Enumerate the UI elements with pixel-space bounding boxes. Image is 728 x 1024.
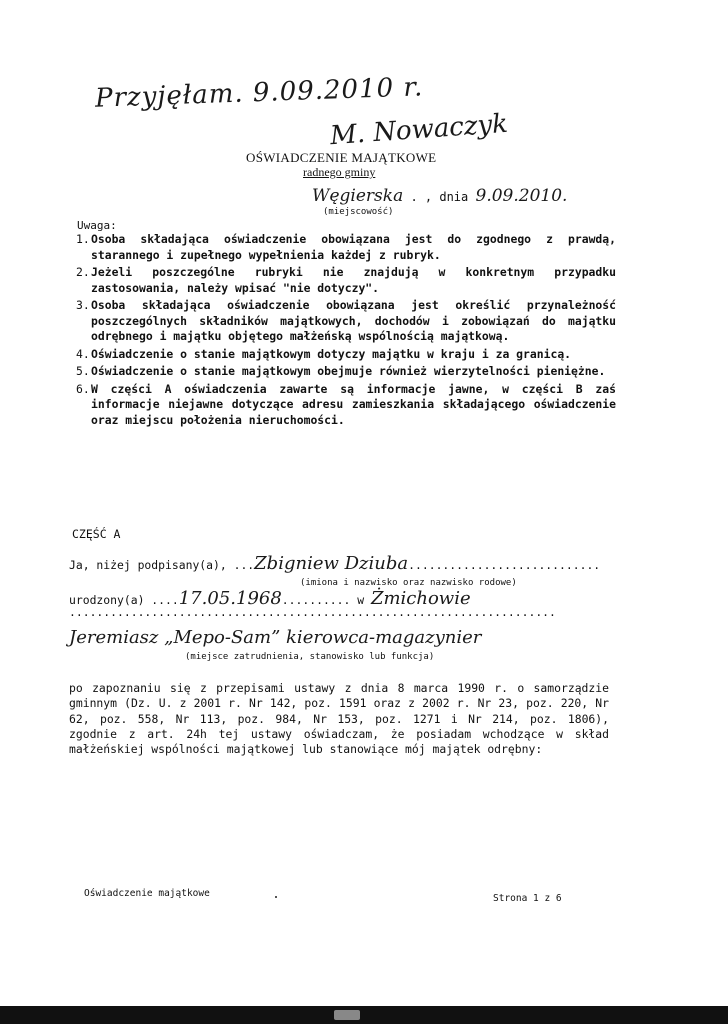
date-prefix: dnia (439, 190, 469, 204)
note-item: 5. Oświadczenie o stanie majątkowym obejmuje również wierzytelności pieniężne. (76, 364, 606, 378)
received-stamp-note: Przyjęłam. 9.09.2010 r. (94, 72, 424, 114)
received-signature: M. Nowaczyk (329, 108, 509, 152)
employment-label: (miejsce zatrudnienia, stanowisko lub funkcja) (185, 652, 435, 662)
note-item: 2. Jeżeli poszczególne rubryki nie znajdują w konkretnym przypadku zastosowania, należy wpisać "nie dotyczy". (76, 265, 616, 295)
scan-dot (275, 896, 277, 898)
place-value: Węgierska (312, 186, 404, 206)
notes-heading: Uwaga: (77, 219, 117, 232)
place-label: (miejscowość) (323, 207, 394, 217)
note-item: 6. W części A oświadczenia zawarte są informacje jawne, w części B zaś informacje niejawne dotyczące adresu zamieszkania składającego oświadczenie oraz miejscu położenia nieruchomości. (76, 381, 616, 427)
dotted-line: ....................................................................... (69, 605, 556, 619)
name-label: (imiona i nazwisko oraz nazwisko rodowe) (300, 578, 517, 588)
born-in-prefix: w (357, 593, 365, 607)
note-item: 4. Oświadczenie o stanie majątkowym dotyczy majątku w kraju i za granicą. (76, 346, 572, 361)
birth-line: urodzony(a) ....17.05.1968.......... w Żmichowie (69, 588, 471, 609)
part-a-heading: CZĘŚĆ A (72, 527, 121, 541)
scanner-logo-icon (334, 1010, 360, 1020)
declaration-text: po zapoznaniu się z przepisami ustawy z dnia 8 marca 1990 r. o samorządzie gminnym (Dz. U. z 2001 r. Nr 142, poz. 1591 oraz z 2002 r. Nr 23, poz. 220, Nr 62, poz. 558, Nr 113, poz. 984, Nr 153, poz. 1271 i Nr 214, poz. 1806), zgodnie z art. 24h tej ustawy oświadczam, że posiadam wchodzące w skład małżeńskiej wspólności majątkowej lub stanowiące mój majątek odrębny: (69, 681, 609, 757)
note-item: 1. Osoba składająca oświadczenie obowiązana jest do zgodnego z prawdą, starannego i zupełnego wypełnienia każdej z rubryk. (76, 232, 616, 262)
born-date: 17.05.1968 (178, 588, 282, 609)
name-value: Zbigniew Dziuba (254, 553, 409, 574)
name-line: Ja, niżej podpisany(a), ...Zbigniew Dziuba............................ (69, 553, 601, 574)
page-number: Strona 1 z 6 (493, 893, 562, 904)
born-place: Żmichowie (370, 588, 471, 609)
note-item: 3. Osoba składająca oświadczenie obowiązana jest określić przynależność poszczególnych składników majątkowych, dochodów i zobowiązań do majątku odrębnego i majątku objętego małżeńską wspólnością majątkową. (76, 298, 616, 343)
employment-value: Jeremiasz „Mepo-Sam” kierowca-magazynier (69, 627, 482, 648)
document-title: OŚWIADCZENIE MAJĄTKOWE (246, 150, 437, 165)
notes-list (76, 232, 616, 430)
document-subtitle: radnego gminy (303, 165, 376, 179)
scanner-bottom-bar (0, 1006, 728, 1024)
signed-prefix: Ja, niżej podpisany(a), (69, 558, 227, 572)
place-date-line: Węgierska . , dnia 9.09.2010. (312, 186, 568, 206)
born-prefix: urodzony(a) (69, 593, 145, 607)
footer-title: Oświadczenie majątkowe (84, 888, 210, 899)
date-value: 9.09.2010. (475, 186, 568, 206)
employment-line (69, 627, 481, 648)
